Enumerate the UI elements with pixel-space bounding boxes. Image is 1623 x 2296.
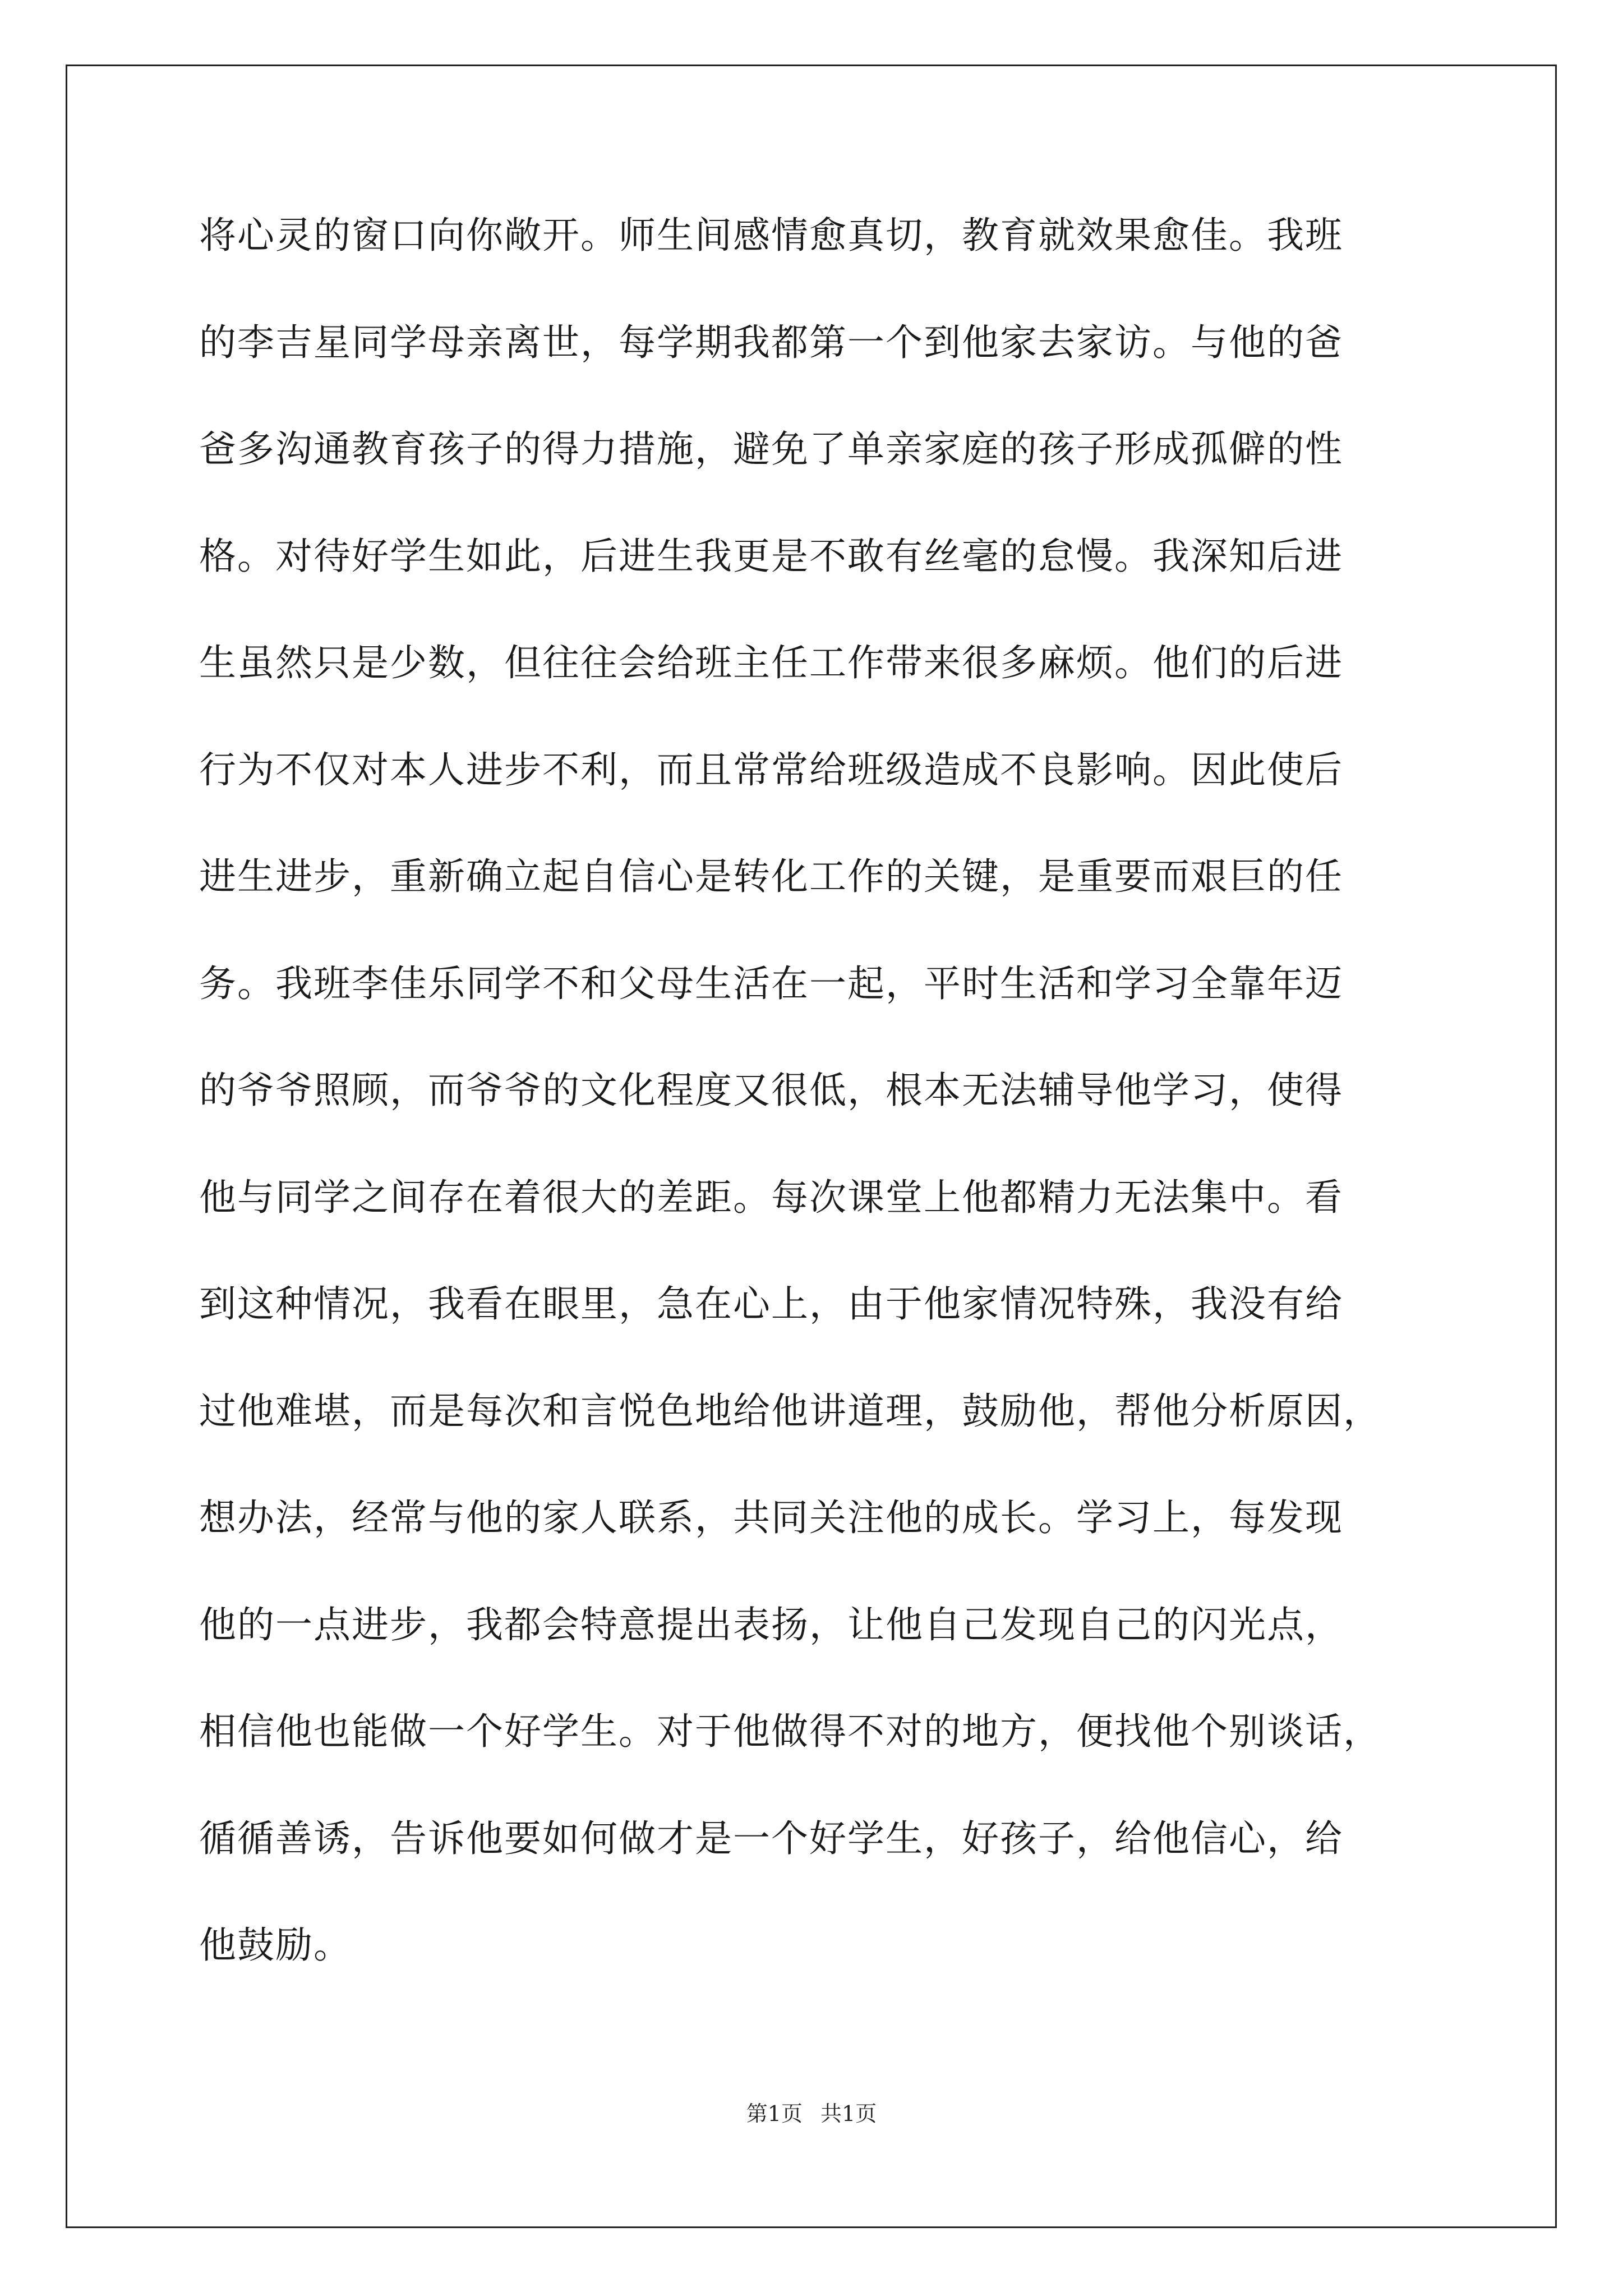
text-line: 想办法，经常与他的家人联系，共同关注他的成长。学习上，每发现 [199, 1496, 1343, 1539]
text-line: 过他难堪，而是每次和言悦色地给他讲道理，鼓励他，帮他分析原因， [199, 1389, 1381, 1433]
text-line: 进生进步，重新确立起自信心是转化工作的关键，是重要而艰巨的任 [199, 855, 1343, 898]
text-line: 到这种情况，我看在眼里，急在心上，由于他家情况特殊，我没有给 [199, 1282, 1343, 1326]
text-line: 的李吉星同学母亲离世，每学期我都第一个到他家去家访。与他的爸 [199, 320, 1343, 364]
text-line: 务。我班李佳乐同学不和父母生活在一起，平时生活和学习全靠年迈 [199, 961, 1343, 1005]
document-body [199, 216, 1455, 2033]
text-line: 的爷爷照顾，而爷爷的文化程度又很低，根本无法辅导他学习，使得 [199, 1069, 1343, 1112]
text-line: 他鼓励。 [199, 1924, 352, 1967]
page-number-current: 第1页 [746, 2101, 803, 2126]
text-line: 生虽然只是少数，但往往会给班主任工作带来很多麻烦。他们的后进 [199, 641, 1343, 684]
text-line: 他的一点进步，我都会特意提出表扬，让他自己发现自己的闪光点， [199, 1603, 1343, 1646]
text-line: 循循善诱，告诉他要如何做才是一个好学生，好孩子，给他信心，给 [199, 1816, 1343, 1860]
text-line: 行为不仅对本人进步不利，而且常常给班级造成不良影响。因此使后 [199, 748, 1343, 792]
text-line: 爸多沟通教育孩子的得力措施，避免了单亲家庭的孩子形成孤僻的性 [199, 427, 1343, 471]
text-line: 格。对待好学生如此，后进生我更是不敢有丝毫的怠慢。我深知后进 [199, 534, 1343, 578]
page-number-total: 共1页 [820, 2101, 877, 2126]
page-footer [0, 2096, 1623, 2127]
text-line: 相信他也能做一个好学生。对于他做得不对的地方，便找他个别谈话， [199, 1710, 1381, 1753]
text-line: 他与同学之间存在着很大的差距。每次课堂上他都精力无法集中。看 [199, 1175, 1343, 1219]
text-line: 将心灵的窗口向你敞开。师生间感情愈真切，教育就效果愈佳。我班 [199, 214, 1343, 257]
